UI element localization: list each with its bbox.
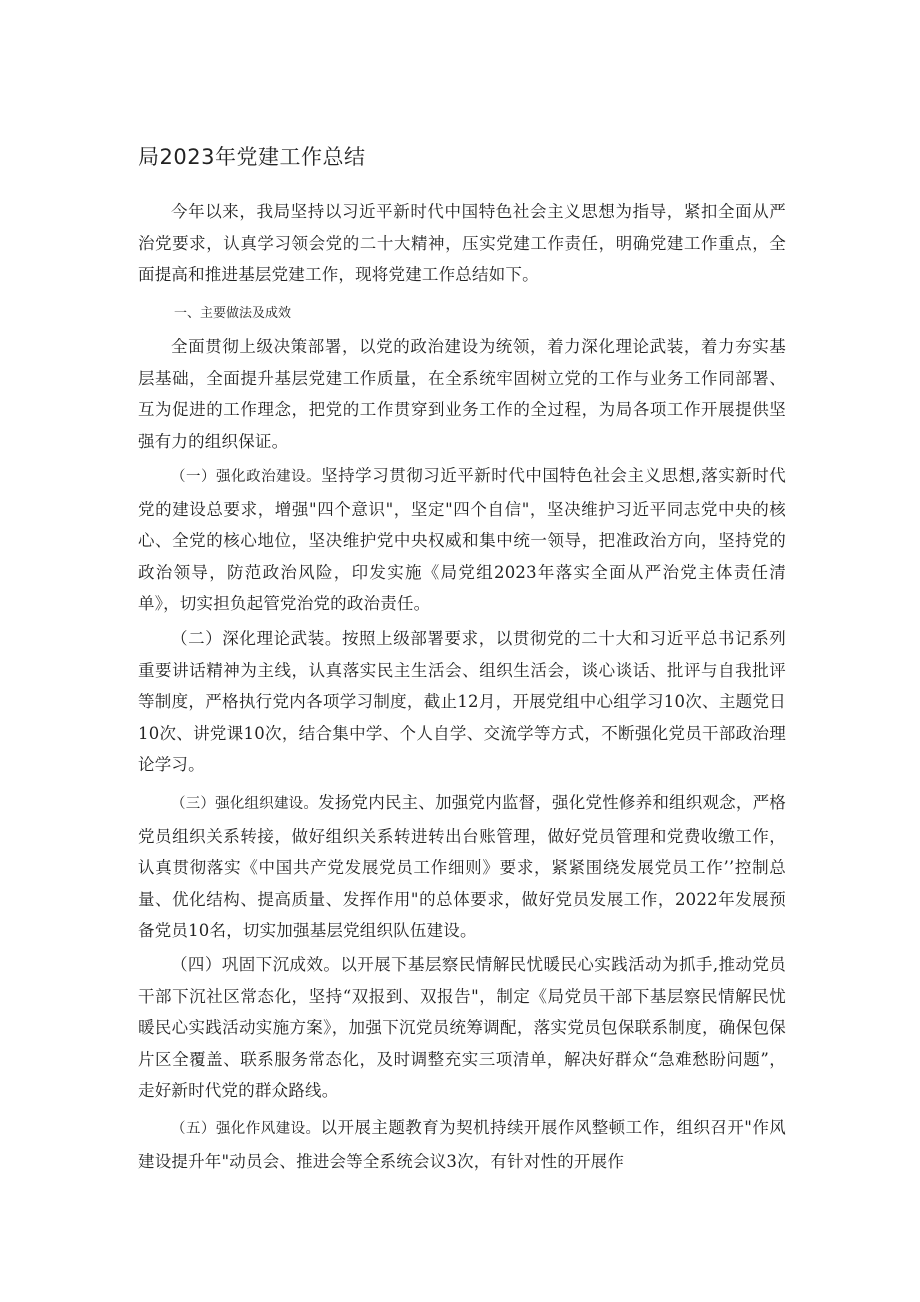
item-lead: （二）深化理论武装。 bbox=[171, 629, 342, 648]
item-text: 以开展下基层察民情解民忧暖民心实践活动为抓手,推动党员干部下沉社区常态化，坚持“双报到、双报告"，制定《局党员干部下基层察民情解民忧暖民心实践活动实施方案》，加强下沉党员统筹调配，落实党员包保联系制度，确保包保片区全覆盖、联系服务常态化，及时调整充实三项清单，解决好群众“急难愁盼问题”，走好新时代党的群众路线。 bbox=[138, 955, 786, 1100]
item-lead: （三）强化组织建设。 bbox=[171, 796, 319, 812]
item-text: 以开展主题教育为契机持续开展作风整顿工作，组织召开"作风建设提升年"动员会、推进会等全系统会议3次，有针对性的开展作 bbox=[138, 1118, 786, 1171]
item-text: 按照上级部署要求，以贯彻党的二十大和习近平总书记系列重要讲话精神为主线，认真落实民主生活会、组织生活会，谈心谈话、批评与自我批评等制度，严格执行党内各项学习制度，截止12月，开展党组中心组学习10次、主题党日10次、讲党课10次，结合集中学、个人自学、交流学等方式，不断强化党员干部政治理论学习。 bbox=[138, 629, 787, 774]
section-heading: 一、主要做法及成效 bbox=[174, 306, 292, 321]
item-text: 发扬党内民主、加强党内监督，强化党性修养和组织观念，严格党员组织关系转接，做好组织关系转进转出台账管理，做好党员管理和党费收缴工作，认真贯彻落实《中国共产党发展党员工作细则》要求，紧紧围绕发展党员工作’’控制总量、优化结构、提高质量、发挥作用"的总体要求，做好党员发展工作，2022年发展预备党员10名，切实加强基层党组织队伍建设。 bbox=[138, 793, 786, 940]
item-paragraph-community bbox=[138, 949, 786, 1107]
item-lead: （一）强化政治建设。 bbox=[171, 469, 322, 485]
item-paragraph-organization bbox=[138, 787, 786, 947]
item-paragraph-theory bbox=[138, 623, 786, 781]
item-lead: （五）强化作风建设。 bbox=[171, 1121, 321, 1137]
section-summary-paragraph: 全面贯彻上级决策部署，以党的政治建设为统领，着力深化理论武装，着力夯实基层基础，全面提升基层党建工作质量，在全系统牢固树立党的工作与业务工作同部署、互为促进的工作理念，把党的工作贯穿到业务工作的全过程，为局各项工作开展提供坚强有力的组织保证。 bbox=[138, 337, 786, 451]
item-paragraph-political bbox=[138, 460, 786, 620]
item-paragraph-style bbox=[138, 1112, 786, 1177]
intro-paragraph: 今年以来，我局坚持以习近平新时代中国特色社会主义思想为指导，紧扣全面从严治党要求，认真学习领会党的二十大精神，压实党建工作责任，明确党建工作重点，全面提高和推进基层党建工作，现将党建工作总结如下。 bbox=[138, 202, 786, 284]
item-text: 坚持学习贯彻习近平新时代中国特色社会主义思想,落实新时代党的建设总要求，增强"四个意识"，坚定"四个自信"，坚决维护习近平同志党中央的核心、全党的核心地位，坚决维护党中央权威和集中统一领导，把准政治方向，坚持党的政治领导，防范政治风险，印发实施《局党组2023年落实全面从严治党主体责任清单》，切实担负起管党治党的政治责任。 bbox=[138, 466, 786, 613]
document-title: 局2023年党建工作总结 bbox=[138, 145, 366, 169]
item-lead: （四）巩固下沉成效。 bbox=[171, 955, 341, 974]
